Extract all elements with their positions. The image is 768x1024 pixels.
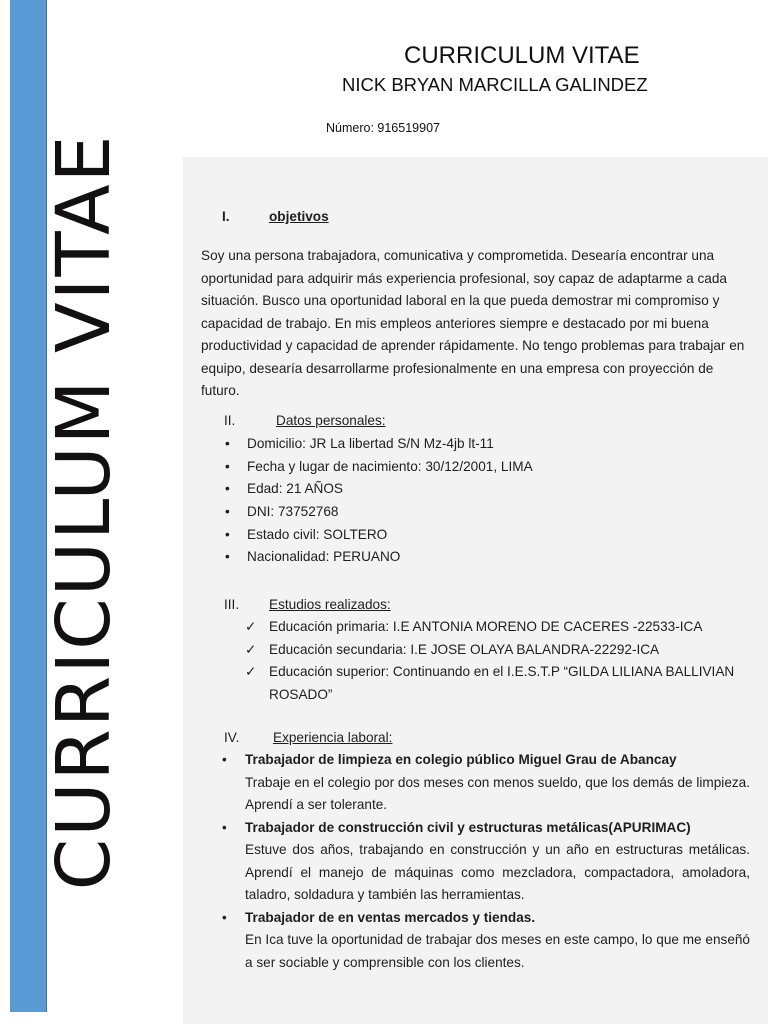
- item-text: Domicilio: JR La libertad S/N Mz-4jb lt-11: [247, 436, 494, 451]
- document-title: CURRICULUM VITAE: [404, 42, 640, 69]
- vertical-title-wrap: [41, 0, 127, 1024]
- item-text: Estado civil: SOLTERO: [247, 526, 388, 542]
- check-icon: ✓: [245, 641, 257, 657]
- bullet-icon: •: [225, 481, 230, 497]
- experience-description: En Ica tuve la oportunidad de trabajar dos meses en este campo, lo que me enseñó a ser sociable y comprensible con los clientes.: [245, 932, 750, 970]
- section-objetivos-heading: [222, 209, 329, 224]
- vertical-title: CURRICULUM VITAE: [41, 133, 127, 891]
- bullet-icon: •: [222, 819, 227, 835]
- experience-description: Trabaje en el colegio por dos meses con menos sueldo, que los demás de limpieza. Aprendí a ser tolerante.: [245, 774, 751, 812]
- experience-title: Trabajador de en ventas mercados y tiendas.: [245, 909, 536, 925]
- bullet-icon: •: [225, 504, 230, 520]
- experience-item: [219, 817, 750, 907]
- item-text: Educación superior: Continuando en el I.E.S.T.P “GILDA LILIANA BALLIVIAN ROSADO”: [269, 664, 735, 702]
- check-icon: ✓: [245, 664, 257, 679]
- list-item: [222, 546, 742, 569]
- item-text: Fecha y lugar de nacimiento: 30/12/2001, LIMA: [247, 458, 533, 474]
- experience-item: [219, 907, 750, 975]
- experience-description: Estuve dos años, trabajando en construcción y un año en estructuras metálicas. Aprendí el manejo de máquinas como mezcladora, compactadora, amoladora, taladro, soldadura y también las herramientas.: [245, 842, 750, 902]
- candidate-name: NICK BRYAN MARCILLA GALINDEZ: [342, 74, 648, 95]
- list-item: [222, 433, 742, 456]
- bullet-icon: •: [225, 526, 230, 542]
- list-item: [222, 501, 742, 524]
- list-item: [245, 616, 737, 639]
- item-text: DNI: 73752768: [247, 504, 339, 520]
- item-text: Edad: 21 AÑOS: [247, 481, 343, 497]
- section-estudios-heading: [224, 597, 391, 612]
- list-item: [222, 524, 742, 547]
- section-number: I.: [222, 209, 230, 224]
- experiencia-list: [219, 749, 750, 974]
- item-text: Nacionalidad: PERUANO: [247, 549, 401, 565]
- phone-number: Número: 916519907: [326, 121, 440, 135]
- section-number: IV.: [224, 730, 240, 745]
- experience-title: Trabajador de construcción civil y estructuras metálicas(APURIMAC): [245, 819, 691, 835]
- list-item: [245, 639, 737, 662]
- list-item: [222, 478, 742, 501]
- datos-list: [222, 433, 742, 569]
- section-datos-heading: [224, 413, 386, 428]
- section-number: III.: [224, 597, 240, 612]
- section-experiencia-heading: [224, 730, 393, 745]
- objetivos-text: Soy una persona trabajadora, comunicativa y comprometida. Desearía encontrar una oportunidad para adquirir más experiencia profesional, soy capaz de adaptarme a cada situación. Busco una oportunidad laboral en la que pueda demostrar mi compromiso y capacidad de trabajo. En mis empleos anteriores siempre e destacado por mi buena productividad y capacidad de aprender rápidamente. No tengo problemas para trabajar en equipo, desearía desarrollarme profesionalmente en una empresa con proyección de futuro.: [201, 248, 745, 398]
- check-icon: ✓: [245, 619, 257, 634]
- section-title: Datos personales:: [276, 413, 386, 428]
- section-title: Experiencia laboral:: [273, 730, 393, 745]
- bullet-icon: •: [225, 436, 230, 451]
- experience-title: Trabajador de limpieza en colegio público Miguel Grau de Abancay: [245, 752, 677, 767]
- section-title: objetivos: [269, 209, 329, 224]
- section-title: Estudios realizados:: [269, 597, 391, 612]
- list-item: [222, 456, 742, 479]
- bullet-icon: •: [222, 752, 227, 767]
- item-text: Educación primaria: I.E ANTONIA MORENO DE CACERES -22533-ICA: [269, 619, 703, 634]
- list-item: [245, 661, 737, 706]
- bullet-icon: •: [225, 549, 230, 565]
- section-number: II.: [224, 413, 236, 428]
- estudios-list: [245, 616, 737, 706]
- experience-item: [219, 749, 750, 817]
- item-text: Educación secundaria: I.E JOSE OLAYA BALANDRA-22292-ICA: [269, 641, 660, 657]
- bullet-icon: •: [222, 909, 227, 925]
- bullet-icon: •: [225, 458, 230, 474]
